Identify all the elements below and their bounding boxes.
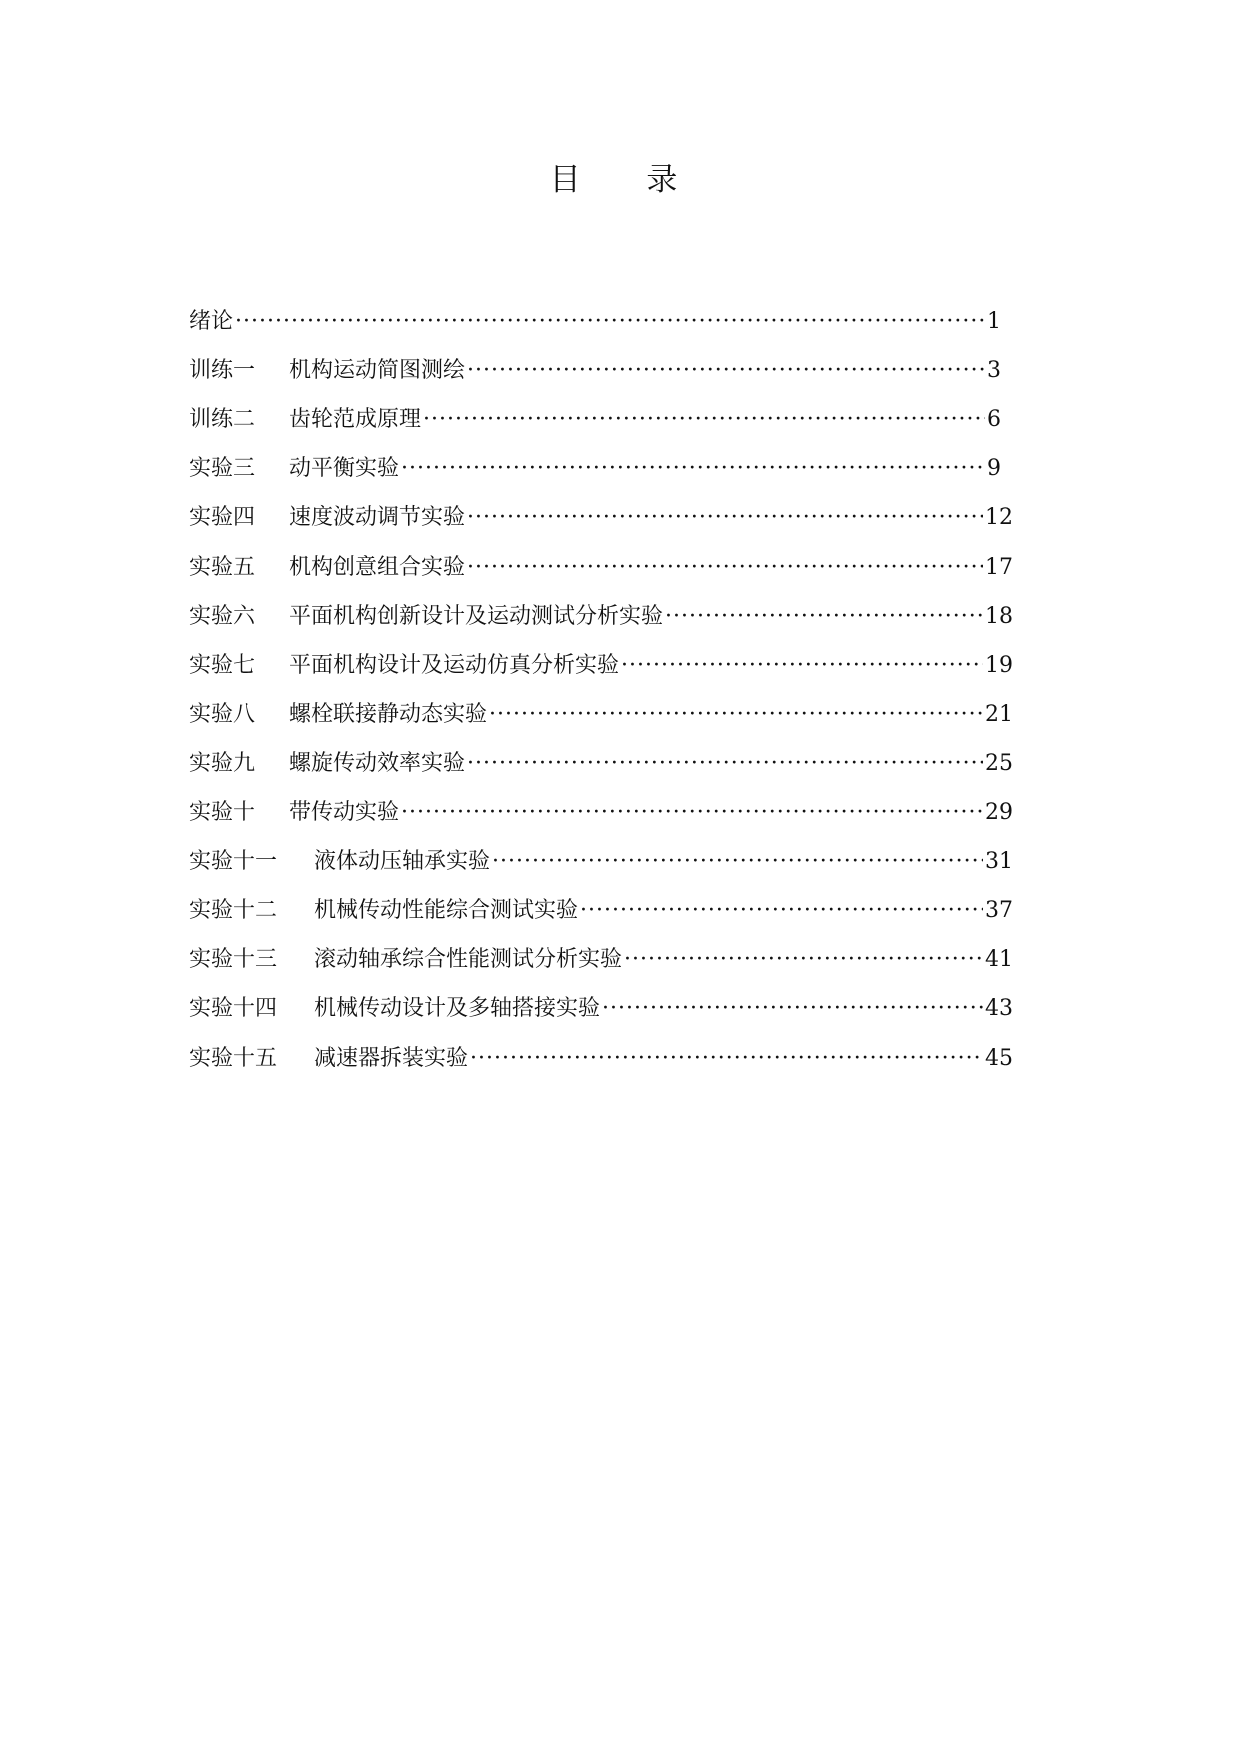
page-title: 目 录 (549, 162, 706, 198)
toc-leader-dots (624, 945, 983, 975)
toc-entry-title: 滚动轴承综合性能测试分析实验 (314, 947, 623, 973)
toc-entry[interactable] (189, 926, 1013, 975)
toc-entry-page: 19 (985, 652, 1013, 678)
toc-leader-dots (470, 1044, 983, 1074)
toc-entry-number: 实验六 (189, 603, 256, 629)
toc-entry-label (189, 651, 619, 681)
toc-leader-dots (467, 503, 983, 533)
toc-entry-title: 机构创意组合实验 (289, 554, 466, 580)
toc-entry-label (189, 405, 421, 435)
toc-entry-title: 齿轮范成原理 (289, 407, 422, 433)
toc-entry-page: 41 (985, 947, 1013, 973)
toc-entry-number: 训练二 (189, 407, 256, 433)
toc-entry-number: 实验七 (189, 652, 256, 678)
toc-entry-label (189, 847, 490, 877)
toc-entry[interactable] (189, 337, 1013, 386)
toc-leader-dots (665, 602, 983, 632)
toc-leader-dots (621, 651, 983, 681)
toc-entry-label (189, 749, 465, 779)
toc-entry-label (189, 553, 465, 583)
toc-entry-number: 实验九 (189, 750, 256, 776)
toc-entry-title: 螺旋传动效率实验 (289, 750, 466, 776)
toc-entry-label (189, 700, 487, 730)
toc-entry-number: 实验十三 (189, 947, 278, 973)
toc-entry-label (189, 602, 663, 632)
toc-entry-label (189, 1044, 468, 1074)
toc-entry-label (189, 896, 578, 926)
toc-entry-title: 速度波动调节实验 (289, 505, 466, 531)
toc-leader-dots (467, 553, 983, 583)
toc-leader-dots (401, 798, 983, 828)
toc-entry-title: 减速器拆装实验 (314, 1045, 469, 1071)
toc-entry[interactable] (189, 288, 1013, 337)
toc-entry[interactable] (189, 533, 1013, 582)
toc-entry-title: 机械传动性能综合测试实验 (314, 898, 579, 924)
toc-entry-label (189, 356, 465, 386)
toc-leader-dots (467, 356, 985, 386)
toc-entry-label (189, 945, 622, 975)
toc-entry-label (189, 454, 399, 484)
toc-entry-page: 17 (985, 554, 1013, 580)
toc-entry-title: 液体动压轴承实验 (314, 849, 491, 875)
toc-entry[interactable] (189, 1024, 1013, 1073)
toc-entry-number: 实验十一 (189, 849, 278, 875)
toc-entry-number: 实验四 (189, 505, 256, 531)
toc-entry-page: 25 (985, 750, 1013, 776)
toc-entry-page: 29 (985, 800, 1013, 826)
toc-entry-number: 实验十二 (189, 898, 278, 924)
toc-entry-title: 机械传动设计及多轴搭接实验 (314, 996, 601, 1022)
toc-entry[interactable] (189, 435, 1013, 484)
toc-entry-page: 9 (987, 456, 1001, 482)
toc-entry-number: 实验十 (189, 800, 256, 826)
toc-entry-page: 31 (985, 849, 1013, 875)
toc-entry-page: 1 (987, 309, 1001, 335)
toc-entry-label (189, 798, 399, 828)
toc-leader-dots (580, 896, 983, 926)
toc-entry[interactable] (189, 386, 1013, 435)
toc-entry[interactable] (189, 681, 1013, 730)
toc-entry-title: 平面机构设计及运动仿真分析实验 (289, 652, 620, 678)
toc-entry[interactable] (189, 730, 1013, 779)
toc-entry-title: 绪论 (189, 309, 234, 335)
toc-entry-page: 18 (985, 603, 1013, 629)
toc-entry[interactable] (189, 484, 1013, 533)
toc-leader-dots (489, 700, 983, 730)
toc-leader-dots (423, 405, 985, 435)
toc-entry[interactable] (189, 779, 1013, 828)
toc-entry-page: 3 (987, 358, 1001, 384)
toc-entry-page: 21 (985, 701, 1013, 727)
toc-entry-title: 螺栓联接静动态实验 (289, 701, 488, 727)
toc-entry-title: 带传动实验 (289, 800, 400, 826)
toc-leader-dots (602, 994, 983, 1024)
toc-entry-label (189, 994, 600, 1024)
toc-entry-title: 机构运动简图测绘 (289, 358, 466, 384)
toc-entry[interactable] (189, 877, 1013, 926)
toc-leader-dots (467, 749, 983, 779)
toc-entry[interactable] (189, 975, 1013, 1024)
toc-entry[interactable] (189, 583, 1013, 632)
table-of-contents (189, 288, 1013, 1074)
toc-leader-dots (492, 847, 983, 877)
toc-entry-page: 43 (985, 996, 1013, 1022)
toc-entry[interactable] (189, 828, 1013, 877)
toc-entry-number: 实验三 (189, 456, 256, 482)
toc-entry-label (189, 503, 465, 533)
toc-entry-page: 37 (985, 898, 1013, 924)
toc-entry-label (189, 307, 233, 337)
toc-entry-title: 动平衡实验 (289, 456, 400, 482)
toc-entry[interactable] (189, 632, 1013, 681)
toc-entry-number: 实验十五 (189, 1045, 278, 1071)
toc-entry-number: 训练一 (189, 358, 256, 384)
toc-leader-dots (401, 454, 985, 484)
toc-leader-dots (235, 307, 985, 337)
toc-entry-number: 实验八 (189, 701, 256, 727)
toc-entry-page: 12 (985, 505, 1013, 531)
toc-entry-page: 6 (987, 407, 1001, 433)
toc-entry-page: 45 (985, 1045, 1013, 1071)
toc-entry-number: 实验五 (189, 554, 256, 580)
toc-entry-title: 平面机构创新设计及运动测试分析实验 (289, 603, 664, 629)
toc-entry-number: 实验十四 (189, 996, 278, 1022)
